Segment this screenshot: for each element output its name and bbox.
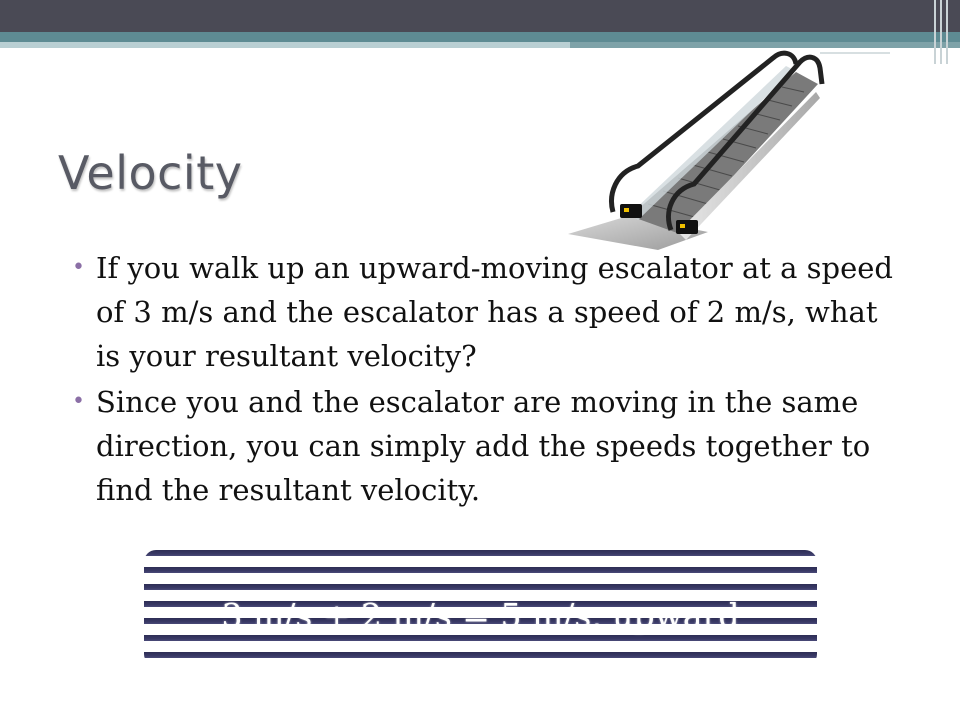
bullet-item: [70, 380, 910, 512]
corner-tick: [820, 52, 890, 54]
bullet-text: Since you and the escalator are moving in the same direction, you can simply add the speeds together to find the resultant velocity.: [96, 385, 871, 507]
bullet-dot-icon: •: [72, 389, 85, 414]
bullet-list: [70, 246, 910, 514]
answer-box: [144, 550, 817, 666]
slide-title: Velocity: [58, 146, 243, 200]
bullet-dot-icon: •: [72, 255, 85, 280]
escalator-illustration: [568, 44, 830, 250]
top-band-dark: [0, 0, 960, 32]
top-band-teal: [0, 32, 960, 42]
corner-decoration: [930, 0, 960, 64]
top-band-light: [0, 42, 570, 48]
bullet-item: [70, 246, 910, 378]
bullet-text: If you walk up an upward-moving escalator at a speed of 3 m/s and the escalator has a speed of 2 m/s, what is your resultant velocity?: [96, 251, 893, 373]
answer-text: 3 m/s + 2 m/s = 5 m/s, upward: [221, 596, 740, 635]
